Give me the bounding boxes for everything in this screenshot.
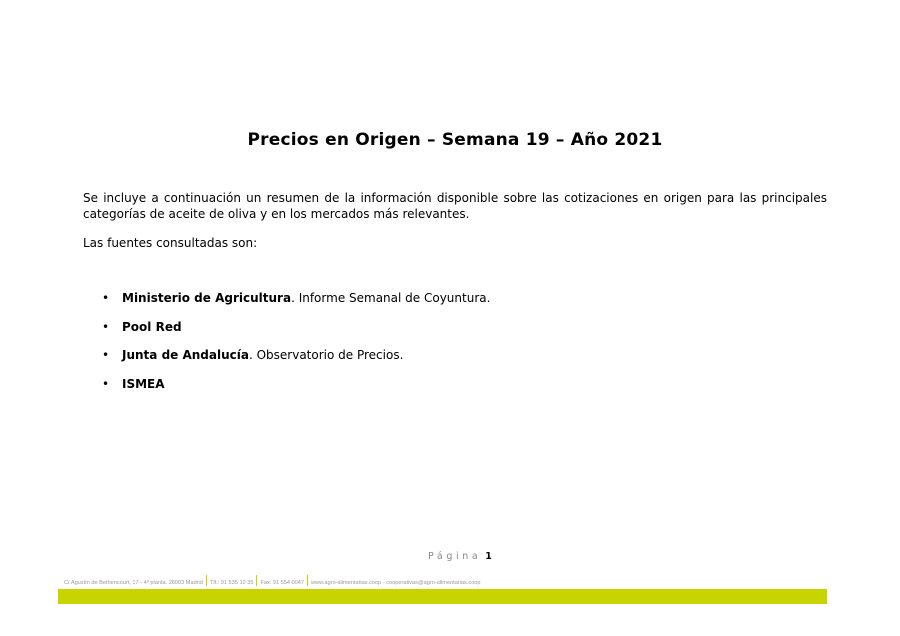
list-item — [83, 347, 490, 376]
bullet-icon: • — [102, 348, 110, 362]
list-item — [83, 376, 490, 405]
page-number-value: 1 — [485, 551, 492, 562]
intro-text: Se incluye a continuación un resumen de la información disponible sobre las cotizaciones en origen para las principales categorías de aceite de oliva y en los mercados más relevantes. — [83, 191, 827, 221]
sources-list — [83, 290, 490, 404]
footer-divider — [206, 575, 207, 586]
footer-web: www.agro-alimentarias.coop · cooperativas@agro-alimentarias.coop — [311, 579, 481, 586]
source-name: Junta de Andalucía — [122, 348, 249, 362]
bullet-icon: • — [102, 376, 110, 391]
intro-paragraph — [83, 190, 827, 222]
page-label: Página — [428, 551, 482, 562]
footer-fax: Fax: 91 554 0047 — [260, 579, 304, 586]
source-name: ISMEA — [122, 376, 165, 391]
page-title: Precios en Origen – Semana 19 – Año 2021 — [247, 130, 663, 150]
footer-divider — [256, 575, 257, 586]
footer-divider — [307, 575, 308, 586]
sources-label: Las fuentes consultadas son: — [83, 236, 258, 250]
page-number — [428, 551, 492, 562]
list-item — [83, 319, 490, 348]
bullet-icon: • — [102, 291, 110, 305]
bullet-icon: • — [102, 319, 110, 334]
footer-phone: Tlf.: 91 535 10 35 — [209, 579, 254, 586]
source-name: Ministerio de Agricultura — [122, 291, 292, 305]
footer-accent-bar — [58, 589, 827, 604]
source-name: Pool Red — [122, 319, 182, 334]
source-detail: . Informe Semanal de Coyuntura. — [291, 291, 491, 305]
list-item — [83, 290, 490, 319]
footer-contact — [64, 577, 481, 588]
footer-address: C/ Agustín de Bethencourt, 17 - 4ª planta. 28003 Madrid — [64, 579, 203, 586]
source-detail: . Observatorio de Precios. — [248, 348, 404, 362]
